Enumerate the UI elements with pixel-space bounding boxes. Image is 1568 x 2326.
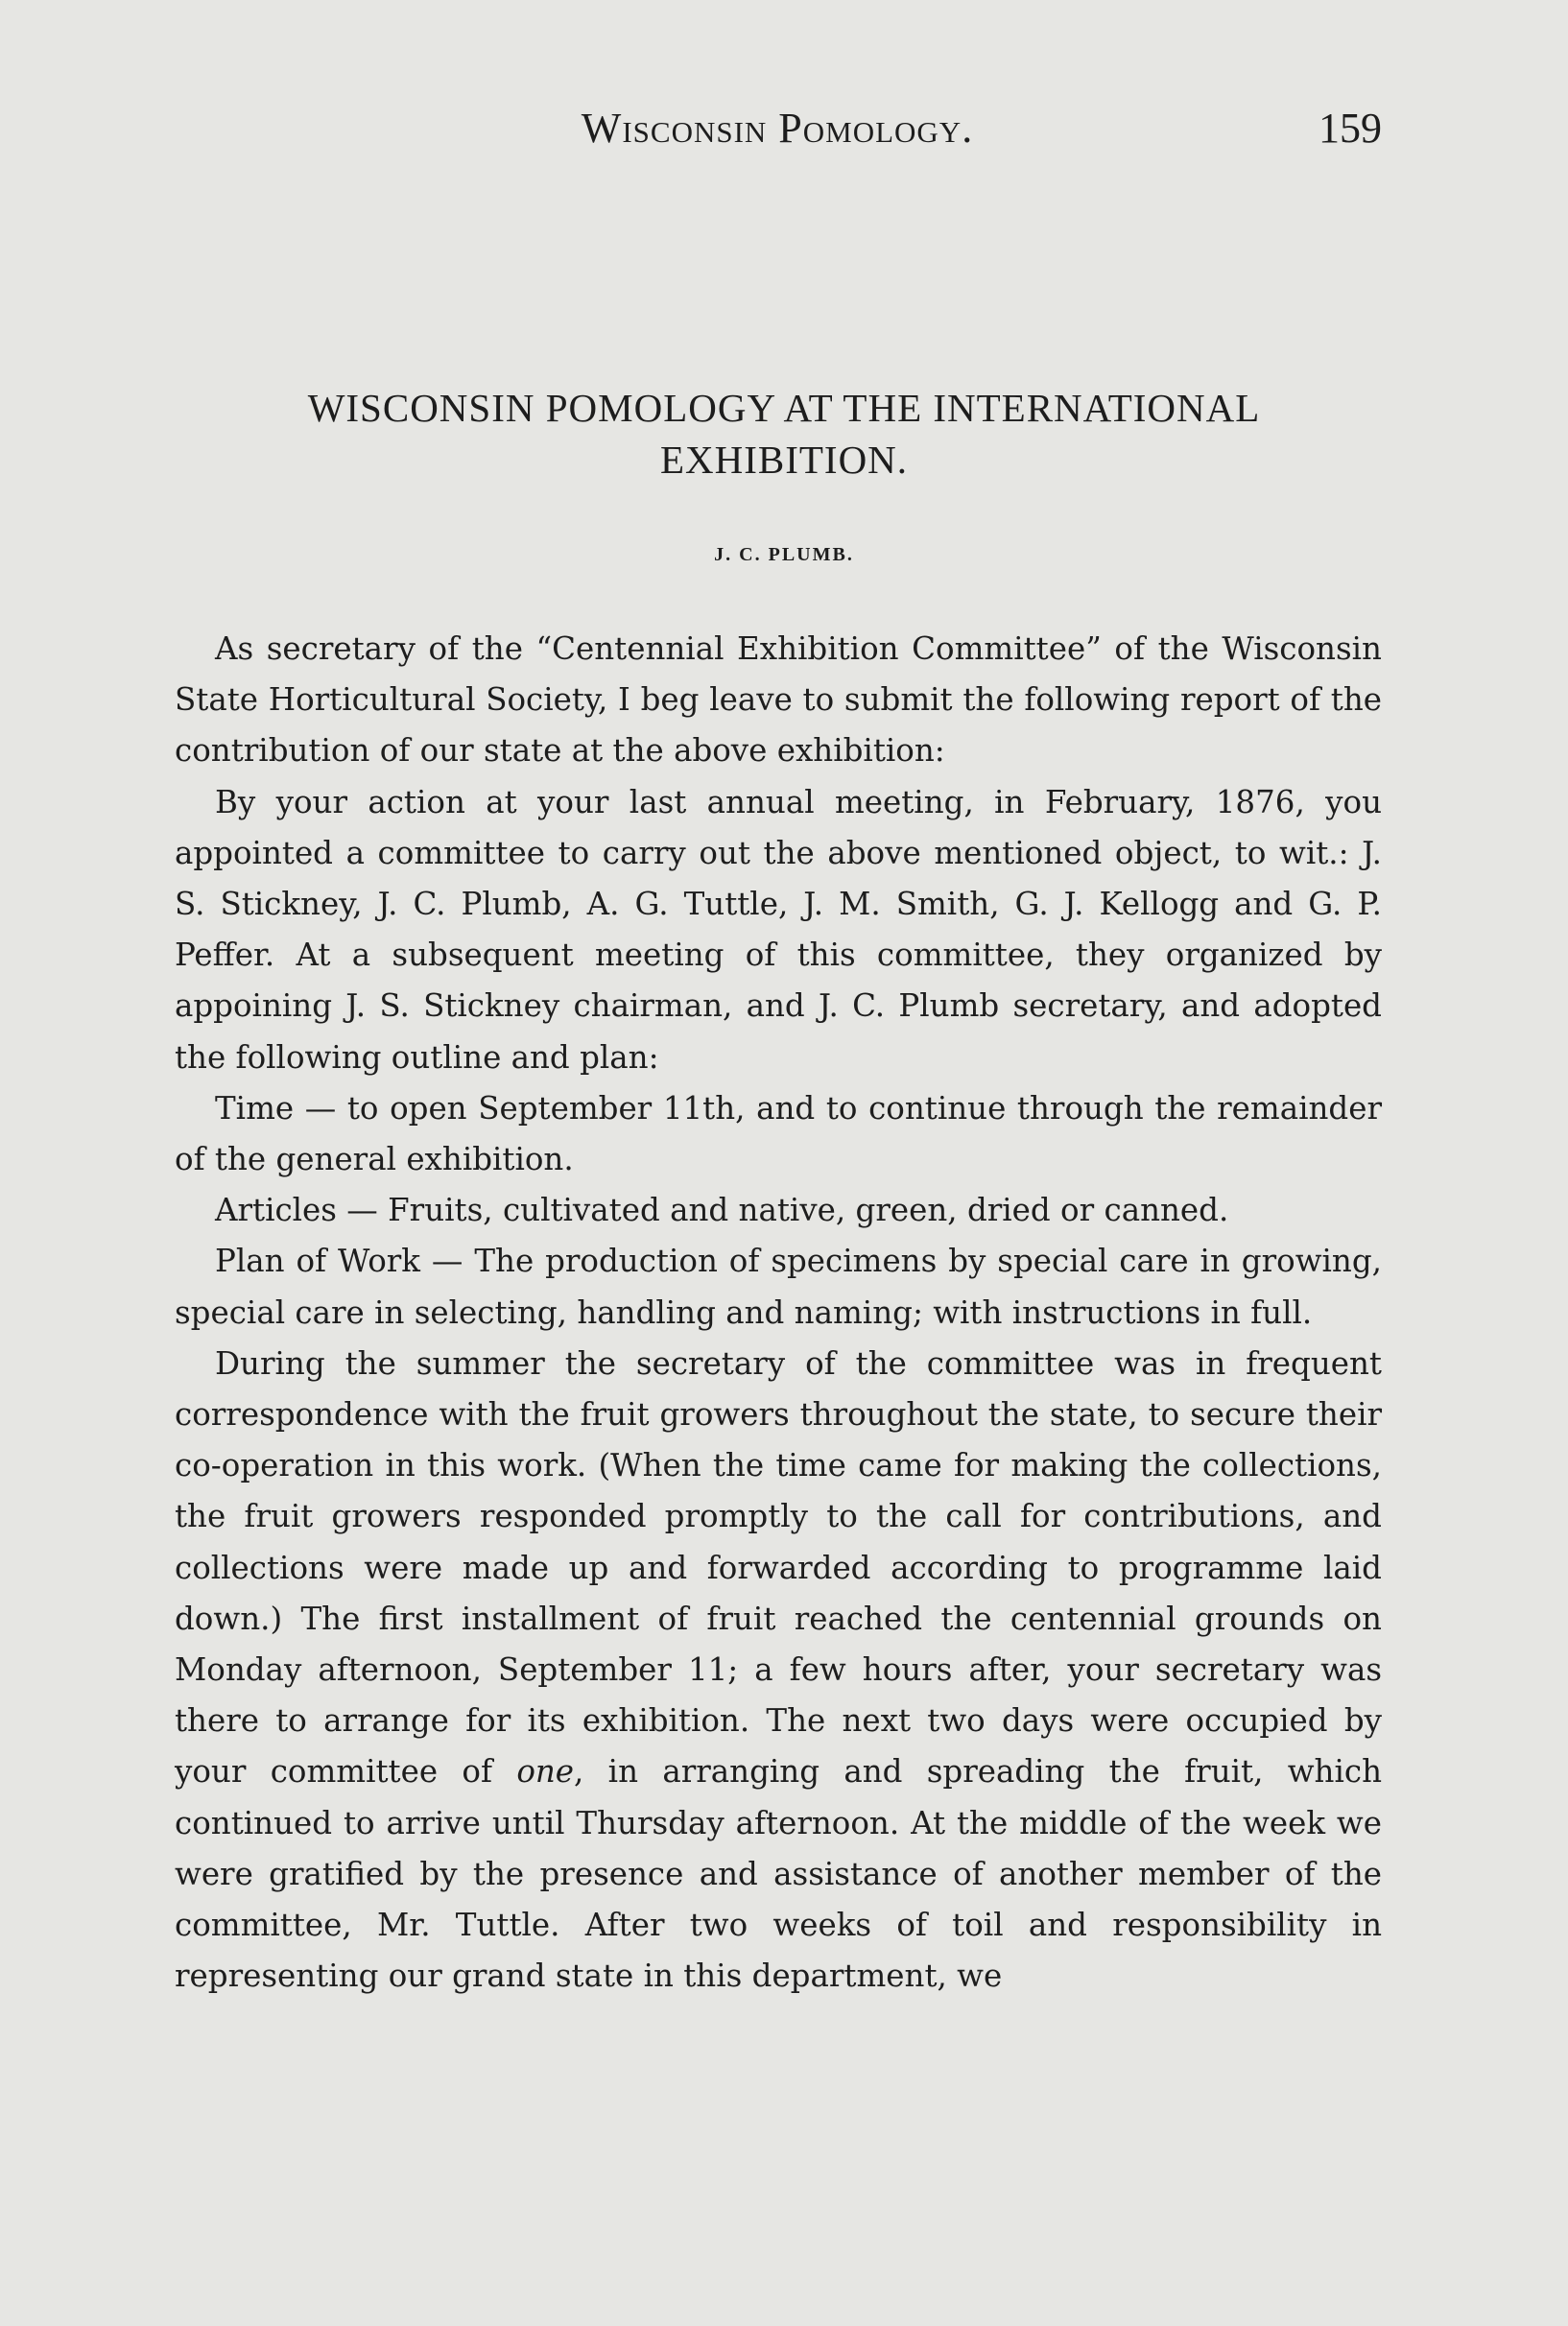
paragraph: Plan of Work — The production of specimens by special care in growing, special care in selecting, handling and naming; with instructions in full. bbox=[175, 1243, 1382, 1331]
author-byline: J. C. PLUMB. bbox=[714, 544, 854, 565]
paragraph: Time — to open September 11th, and to continue through the remainder of the general exhibition. bbox=[175, 1089, 1382, 1178]
paragraph: Articles — Fruits, cultivated and native, green, dried or canned. bbox=[215, 1192, 1229, 1229]
text-run: During the summer the secretary of the committee was in frequent correspondence with the fruit growers throughout the state, to secure their co-operation in this work. (When the time came for making the collections, the fruit growers responded promptly to the call for contributions, and collections were made up and forwarded according to programme laid down.) The first installment of fruit reached the centennial grounds on Monday afternoon, September 11; a few hours after, your secretary was there to arrange for its exhibition. The next two days were occupied by your committee of bbox=[175, 1344, 1382, 1791]
paragraph-final bbox=[175, 1339, 1382, 2003]
article-title bbox=[154, 382, 1414, 486]
page-number: 159 bbox=[1319, 105, 1382, 152]
article-body bbox=[175, 624, 1382, 2002]
paragraph: As secretary of the “Centennial Exhibition Committee” of the Wisconsin State Horticultural Society, I beg leave to submit the following report of the contribution of our state at the above exhibition: bbox=[175, 630, 1382, 770]
italic-word: one bbox=[516, 1753, 575, 1791]
text-run: , in arranging and spreading the fruit, which continued to arrive until Thursday afternoon. At the middle of the week we were gratified by the presence and assistance of another member of the committee, Mr. Tuttle. After two weeks of toil and responsibility in representing our grand state in this department, we bbox=[175, 1753, 1383, 1995]
article-title-line-2: EXHIBITION. bbox=[659, 438, 909, 482]
article-title-line-1: WISCONSIN POMOLOGY AT THE INTERNATIONAL bbox=[307, 386, 1261, 430]
paragraph: By your action at your last annual meeting, in February, 1876, you appointed a committee to carry out the above mentioned object, to wit.: J. S. Stickney, J. C. Plumb, A. G. Tuttle, J. M. Smith, G. J. Kellogg and G. P. Peffer. At a subsequent meeting of this committee, they organized by appoining J. S. Stickney chairman, and J. C. Plumb secretary, and adopted the following outline and plan: bbox=[175, 783, 1382, 1076]
running-header bbox=[173, 104, 1382, 171]
running-title: Wisconsin Pomology. bbox=[581, 105, 974, 152]
